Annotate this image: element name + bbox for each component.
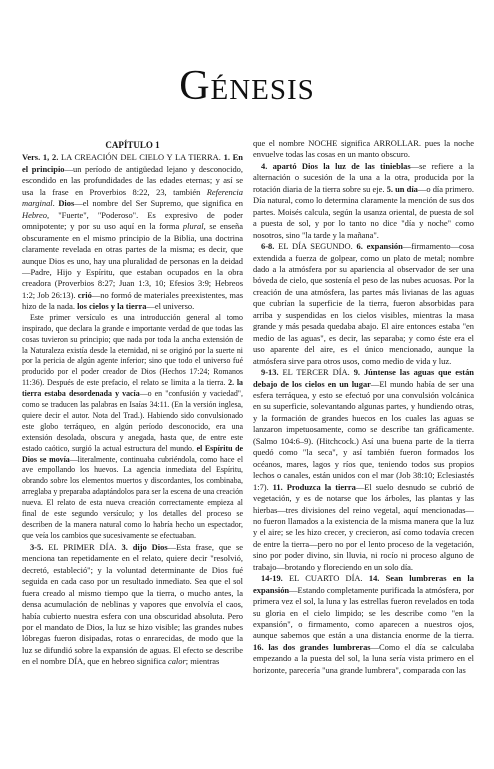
text-run: LA CREACIÓN DEL CIELO Y LA TIERRA. [61,152,224,163]
bold-text: 14. Sean lumbreras en la expansión [253,573,474,595]
bold-text: 6-8. [261,241,279,252]
italic-text: plural [182,221,204,232]
text-run: , "Fuerte", "Poderoso". Es expresivo de poder omnipotente; y por su uso aquí en la forma [22,209,243,232]
bold-text: 9-13. [261,367,283,378]
bold-text: 6. expansión [356,241,403,252]
text-run: —el universo. [146,301,195,312]
text-run: —Esta frase, que se menciona tan repetidamente en el relato, quiere decir "resolvió, decretó, estableció"; y la voluntad determinante de Dios fué seguida en cada caso por un resultado inmediato. Sea que el sol fuera creado al mismo tiempo que la tierra, o mucho antes, la densa acumulación de neblinas y vapores que envolvía el caos, había cubierto nuestra esfera con una obscuridad absoluta. Pero por el mandato de Dios, la luz se hizo visible; las grandes nubes lóbregas fueron disipadas, rotas o enrarecidas, de modo que la luz se difundió sobre la expansión de aguas. El efecto se describe en el nombre DÍA, que en hebreo significa [22,541,244,667]
bold-text: 9. Júntense las aguas que están debajo de los cielos en un lugar [253,367,475,389]
bold-text: Vers. 1, 2. [22,152,62,163]
bold-text: 14-19. [261,573,290,584]
right-column [253,138,474,760]
bold-text: 3. dijo Dios [121,541,168,552]
text-run: . [52,198,59,209]
bold-text: Dios [58,198,75,209]
text-columns [22,138,474,760]
bold-text: crió [77,289,92,300]
italic-text: Referencia marginal [22,186,243,209]
text-run: —se refiere a la alternación o sucesión de la una a la otra, producida por la rotación diaria de la tierra sobre su eje. [253,160,475,194]
bold-text: 1. En el principio [22,152,243,174]
text-run: —o día primero. Día natural, como lo determina claramente la mención de sus dos partes. Moisés calcula, según la usanza oriental, de puesta de sol a puesta de sol, y por lo tanto no dice "día y noche" como nosotros, sino "la tarde y la mañana". [253,183,474,240]
text-run: —firmamento—cosa extendida a fuerza de golpear, como un plato de metal; nombre dado a la atmósfera por su apariencia al observador de ser una bóveda de cielo, que sostenía el peso de las nubes acuosas. Por la creación de una atmósfera, las partes más livianas de las aguas que cubrían la superficie de la tierra, fueron absorbidas para arriba y suspendidas en los cielos visibles, mientras la masa grande y más pesada quedaba abajo. El aire entonces estaba "en medio de las aguas", es decir, las separaba; y como éste era el uso aparente del aire, es el único mencionado, aunque la atmósfera sirve para otros usos, como medio de vida y luz. [253,241,475,366]
paragraph [253,367,474,573]
paragraph [253,161,474,241]
text-run: —un período de antigüedad lejano y desconocido, escondido en las profundidades de las edades eternas; y así se usa la frase en Proverbios 8:22, 23, también [22,163,243,197]
bold-text: 5. un día [386,183,418,194]
book-title: Génesis [179,63,315,109]
paragraph [253,241,474,367]
text-run: EL DÍA SEGUNDO. [278,241,357,252]
text-run: —no formó de materiales preexistentes, mas hizo de la nada. [22,289,243,312]
text-run: —El mundo había de ser una esfera terráquea, y esto se efectuó por una convulsión volcánica en su superficie, solevantando algunas partes, y hundiendo otras, y la formación de grandes huecos en los cuales las aguas se lanzaron impetuosamente, como se describe tan gráficamente. (Salmo 104:6–9). (Hitchcock.) Así una buena parte de la tierra quedó como "la seca", y así también fueron formados los océanos, mares, lagos y ríos que, teniendo todos sus propios lechos o canales, están unidos con el mar (Job 38:10; Eclesiastés 1:7). [253,378,474,492]
text-run: , se enseña obscuramente en el mismo principio de la Biblia, una doctrina claramente revelada en otras partes de la misma; es decir, que aunque Dios es uno, hay una pluralidad de personas en la deidad—Padre, Hijo y Espíritu, que estaban ocupados en la obra creadora (Proverbios 8:27; Juan 1:3, 10; Efesios 3:9; Hebreos 1:2; Job 26:13). [22,221,243,300]
bold-text: los cielos y la tierra [77,301,147,312]
paragraph [22,152,243,312]
italic-text: Hebreo [22,209,47,220]
paragraph [253,573,474,676]
bold-text: 2. la tierra estaba desordenada y vacía [22,378,243,399]
bold-text: 4. apartó Dios la luz de las tinieblas [261,160,411,171]
text-run: EL TERCER DÍA. [282,367,354,378]
text-run: —Como el día se calculaba empezando a la puesta del sol, la luna sería vista primero en el horizonte, parecería "una grande lumbrera", comparada con las [253,641,474,675]
text-run: —el nombre del Ser Supremo, que significa en [74,198,244,209]
left-column [22,138,243,760]
bold-text: el Espíritu de Dios se movía [22,443,243,464]
bold-text: 16. las dos grandes lumbreras [253,641,371,652]
bold-text: 11. Produzca la tierra [272,481,356,492]
paragraph [22,542,243,668]
paragraph-note [22,313,243,542]
italic-text: calor [167,656,186,667]
text-run: ; mientras [185,656,220,667]
text-run: EL PRIMER DÍA. [48,541,122,552]
text-run: —o en "confusión y vaciedad", como se traducen las palabras en Isaías 34:11. (En la versión inglesa, quiere decir el autor. Nota del Trad.). Habiendo sido convulsionado este globo terráqueo, en algún período desconocido, era una extensión desolada, obscura y anegada, hasta que, de entre este estado caótico, surgió la actual estructura del mundo. [22,389,243,453]
bold-text: 3-5. [30,541,49,552]
text-run: —El suelo desnudo se cubrió de vegetación, y es de notarse que los árboles, las plantas y las hierbas—tres divisiones del reino vegetal, aquí mencionadas—no fueron llamados a la existencia de la misma manera que la luz y el aire; se les hizo crecer, y crecieron, así como todavía crecen de entre la tierra—pero no por el lento proceso de la vegetación, sino por poder divino, sin lluvia, ni rocío ni proceso alguno de trabajo—brotando y floreciendo en un solo día. [253,481,475,572]
chapter-heading: CAPÍTULO 1 [105,140,160,150]
text-run: —literalmente, continuaba cubriéndola, como hace el ave empollando los huevos. La agencia inmediata del Espíritu, obrando sobre los elementos muertos y discordantes, los combinaba, arreglaba y preparaba adaptándolos para ser la escena de una creación nueva. El relato de esta nueva creación correctamente empieza al final de este segundo versículo; y los detalles del proceso se describen de la manera natural como lo habría hecho un espectador, que veía los cambios que sucesivamente se efectuaban. [22,454,244,540]
text-run: —Estando completamente purificada la atmósfera, por primera vez el sol, la luna y las estrellas fueron revelados en toda su gloria en el cielo limpido; se les describe como "en la expansión", o firmamento, como aparecen a nuestros ojos, aunque sabemos que están a una distancia enorme de la tierra. [253,584,474,641]
note-text: Este primer versículo es una introducción general al tomo inspirado, que declara la grande e importante verdad de que todas las cosas tuvieron su principio; que nada por toda la ancha extensión de la Naturaleza existía desde la eternidad, ni se originó por la suerte ni por la pericia de algún agente inferior; sino que todo el universo fué producido por el poder creador de Dios (Hechos 17:24; Romanos 11:36). Después de este prefacio, el relato se limita a la tierra. [22,312,243,388]
text-run: EL CUARTO DÍA. [289,573,369,584]
paragraph: que el nombre NOCHE significa ARROLLAR. pues la noche envuelve todas las cosas en un manto obscuro. [253,138,474,160]
note-continuation [22,378,243,540]
